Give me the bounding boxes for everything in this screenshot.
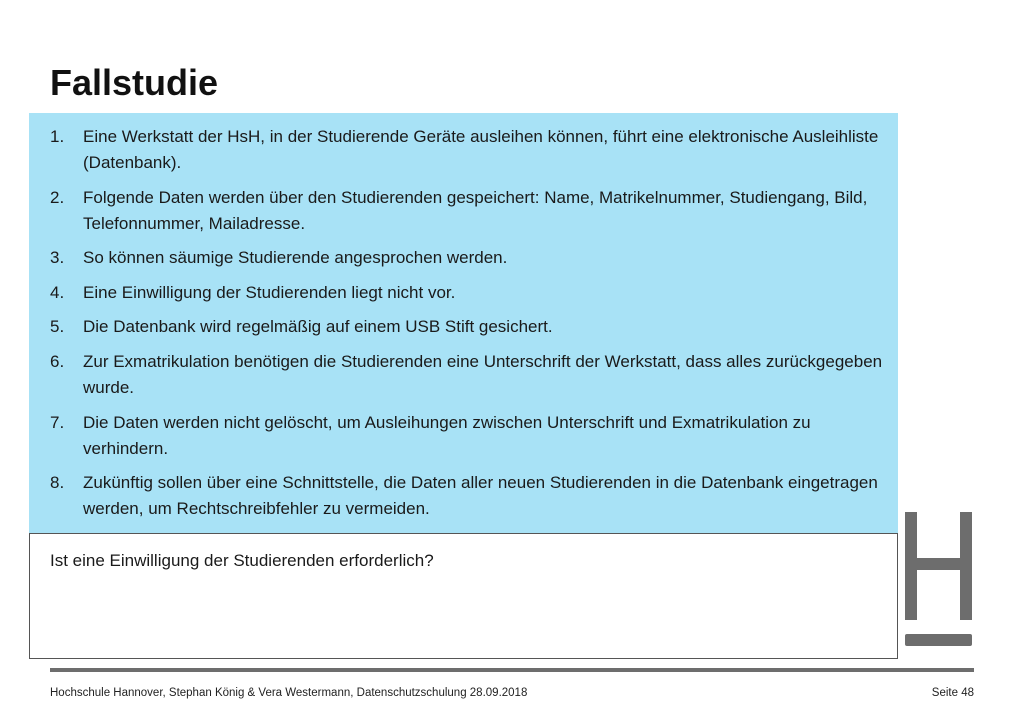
list-item-text: Die Datenbank wird regelmäßig auf einem USB Stift gesichert.: [83, 317, 553, 337]
list-item: [50, 245, 895, 271]
list-item-number: 1.: [50, 127, 65, 146]
slide-title: Fallstudie: [50, 62, 219, 103]
list-item-text: Die Daten werden nicht gelöscht, um Ausleihungen zwischen Unterschrift und Exmatrikulation zu verhindern.: [83, 412, 811, 458]
question-box: [29, 533, 898, 659]
list-item-number: 8.: [50, 473, 65, 493]
list-item-text: Eine Werkstatt der HsH, in der Studierende Geräte ausleihen können, führt eine elektronische Ausleihliste (Datenbank).: [83, 127, 879, 172]
list-item-text: Zukünftig sollen über eine Schnittstelle, die Daten aller neuen Studierenden in die Datenbank eingetragen werden, um Rechtschreibfehler zu vermeiden.: [83, 473, 878, 519]
list-item-text: Folgende Daten werden über den Studierenden gespeichert: Name, Matrikelnummer, Studiengang, Bild, Telefonnummer, Mailadresse.: [83, 187, 868, 233]
list-item-number: 5.: [50, 317, 65, 337]
question-text: Ist eine Einwilligung der Studierenden erforderlich?: [50, 551, 434, 570]
list-item-text: So können säumige Studierende angesprochen werden.: [83, 248, 508, 268]
list-item-text: Zur Exmatrikulation benötigen die Studierenden eine Unterschrift der Werkstatt, dass alles zurückgegeben wurde.: [83, 351, 883, 397]
list-item-number: 6.: [50, 351, 65, 371]
list-item: [50, 410, 895, 462]
page-number: Seite 48: [931, 687, 974, 699]
list-item: [50, 185, 895, 237]
list-item: [50, 349, 895, 401]
list-item-number: 7.: [50, 412, 65, 432]
list-item-number: 3.: [50, 248, 65, 268]
footer-divider: [50, 668, 974, 672]
list-item: [50, 314, 895, 340]
list-item: [50, 280, 895, 306]
hsh-logo-icon: [903, 512, 975, 652]
list-item-number: 2.: [50, 187, 65, 207]
footer-credits: Hochschule Hannover, Stephan König & Vera Westermann, Datenschutzschulung 28.09.2018: [50, 687, 528, 699]
list-item-number: 4.: [50, 282, 65, 302]
list-item: [50, 470, 895, 522]
list-item-text: Eine Einwilligung der Studierenden liegt nicht vor.: [83, 282, 456, 302]
case-study-list: [50, 124, 895, 531]
list-item: [50, 124, 895, 176]
